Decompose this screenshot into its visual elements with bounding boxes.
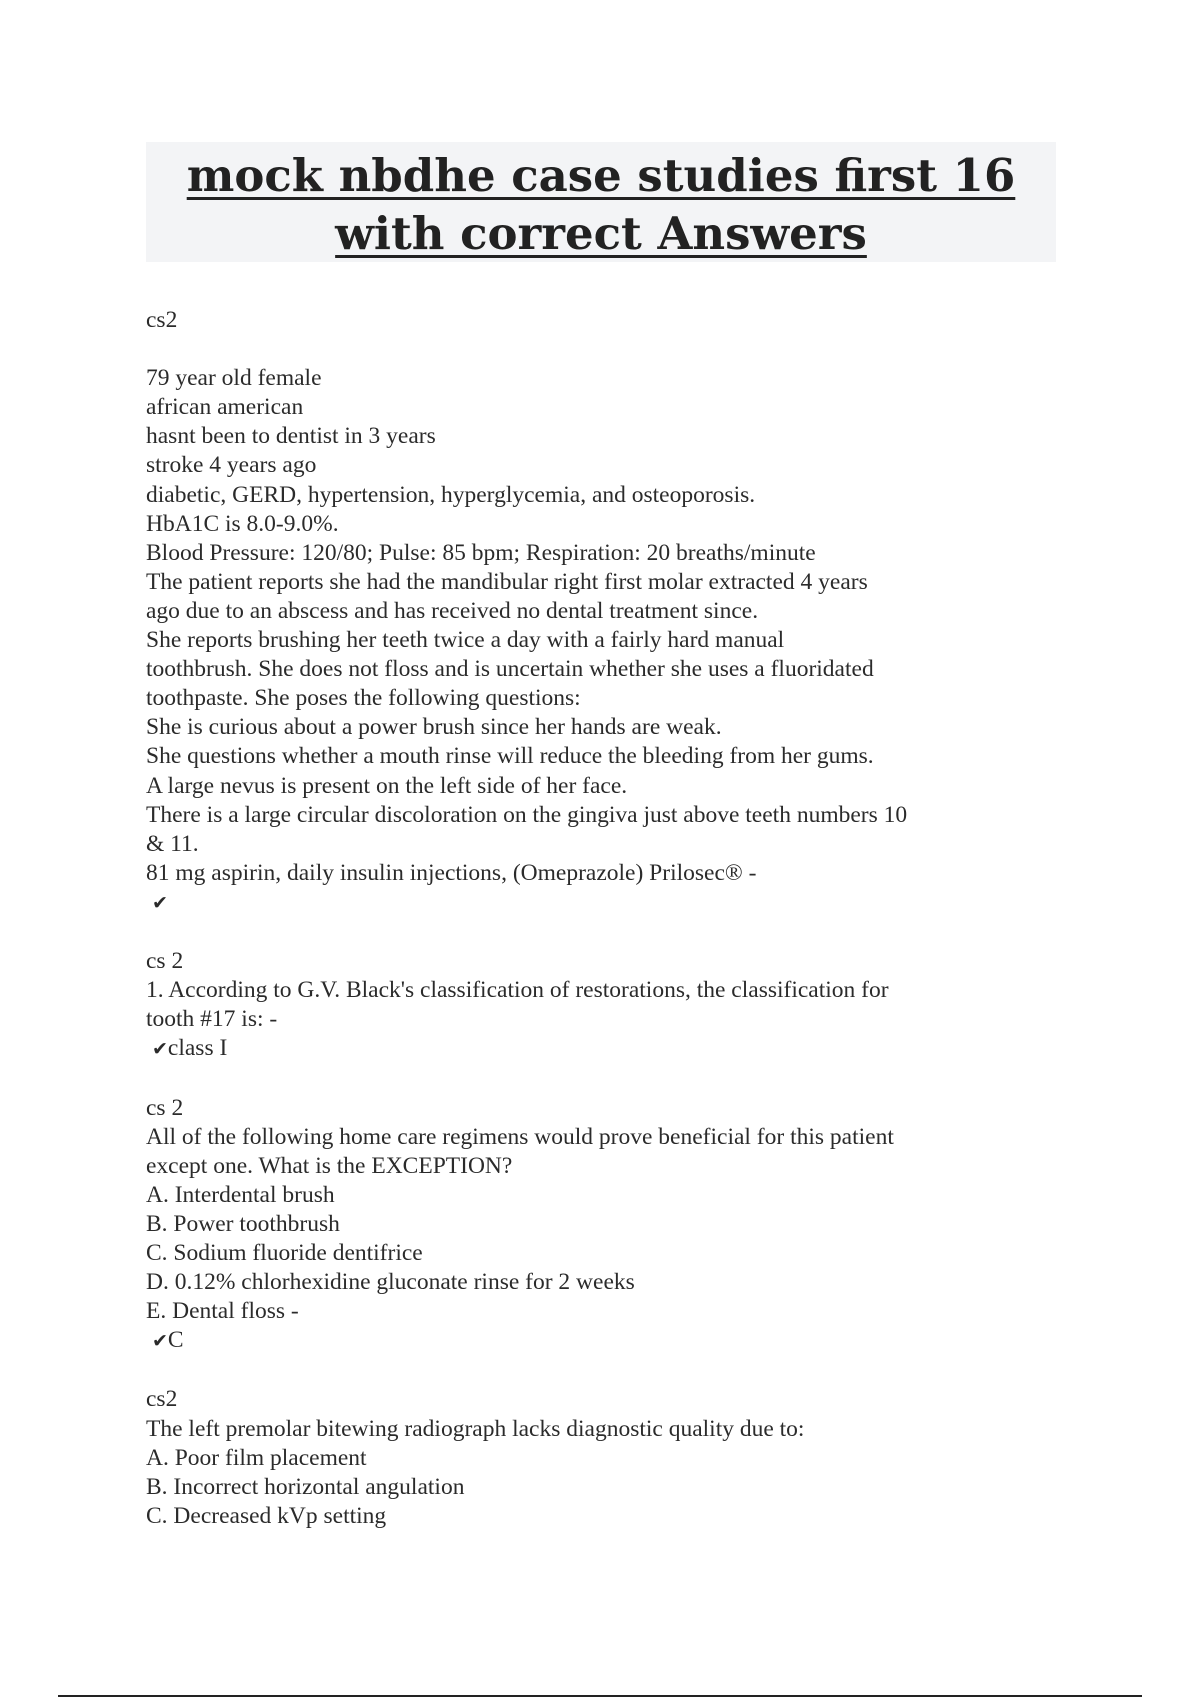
question-line: 1. According to G.V. Black's classification of restorations, the classification for <box>146 977 889 1004</box>
case-line: diabetic, GERD, hypertension, hyperglycemia, and osteoporosis. <box>146 481 756 508</box>
case-line: HbA1C is 8.0-9.0%. <box>146 510 339 537</box>
case-line: A large nevus is present on the left side of her face. <box>146 772 628 799</box>
question-label: cs2 <box>146 1386 178 1413</box>
question-label: cs 2 <box>146 1094 184 1121</box>
title-text-2: with correct Answers <box>335 207 867 260</box>
case-line: hasnt been to dentist in 3 years <box>146 423 436 450</box>
spacer <box>146 918 1076 947</box>
option-line: B. Power toothbrush <box>146 1210 340 1237</box>
checkmark-icon: ✔ <box>152 891 168 914</box>
option-line: E. Dental floss - <box>146 1298 299 1325</box>
question-line: All of the following home care regimens would prove beneficial for this patient <box>146 1123 894 1150</box>
case-line: 81 mg aspirin, daily insulin injections, (Omeprazole) Prilosec® - <box>146 859 757 886</box>
answer-line <box>146 1034 1076 1064</box>
option-line: A. Interdental brush <box>146 1181 335 1208</box>
case-line: toothbrush. She does not floss and is uncertain whether she uses a fluoridated <box>146 656 874 683</box>
question-line: The left premolar bitewing radiograph lacks diagnostic quality due to: <box>146 1415 805 1442</box>
spacer <box>146 335 1076 364</box>
case-line: ago due to an abscess and has received no dental treatment since. <box>146 597 759 624</box>
option-line: D. 0.12% chlorhexidine gluconate rinse for 2 weeks <box>146 1269 635 1296</box>
option-line: C. Decreased kVp setting <box>146 1502 387 1529</box>
question-line: except one. What is the EXCEPTION? <box>146 1152 513 1179</box>
document-body <box>146 306 1076 1531</box>
case-line: 79 year old female <box>146 365 322 392</box>
title-banner <box>146 142 1056 262</box>
answer-line <box>146 888 1076 918</box>
case-line: There is a large circular discoloration on the gingiva just above teeth numbers 10 <box>146 801 908 828</box>
case-line: african american <box>146 394 304 421</box>
option-line: B. Incorrect horizontal angulation <box>146 1473 465 1500</box>
case-label: cs2 <box>146 307 178 333</box>
checkmark-icon: ✔ <box>152 1038 168 1061</box>
case-line: She reports brushing her teeth twice a day with a fairly hard manual <box>146 627 785 654</box>
spacer <box>146 1356 1076 1385</box>
title-text-1: mock nbdhe case studies first 16 <box>186 149 1016 202</box>
question-label: cs 2 <box>146 948 184 975</box>
case-line: She questions whether a mouth rinse will reduce the bleeding from her gums. <box>146 743 874 770</box>
case-line: stroke 4 years ago <box>146 452 317 479</box>
spacer <box>146 1064 1076 1093</box>
case-line: The patient reports she had the mandibular right first molar extracted 4 years <box>146 568 868 595</box>
case-line: Blood Pressure: 120/80; Pulse: 85 bpm; Respiration: 20 breaths/minute <box>146 539 816 566</box>
page-title-line-1 <box>146 147 1056 205</box>
question-line: tooth #17 is: - <box>146 1006 278 1033</box>
case-line: toothpaste. She poses the following questions: <box>146 685 581 712</box>
checkmark-icon: ✔ <box>152 1330 168 1353</box>
answer-line <box>146 1326 1076 1356</box>
case-line: She is curious about a power brush since her hands are weak. <box>146 714 722 741</box>
page-bottom-divider <box>58 1695 1142 1697</box>
option-line: C. Sodium fluoride dentifrice <box>146 1240 423 1266</box>
answer-text: class I <box>167 1035 228 1062</box>
case-line: & 11. <box>146 830 199 857</box>
answer-text: C <box>167 1327 184 1354</box>
option-line: A. Poor film placement <box>146 1444 367 1471</box>
page-title-line-2 <box>146 205 1056 263</box>
